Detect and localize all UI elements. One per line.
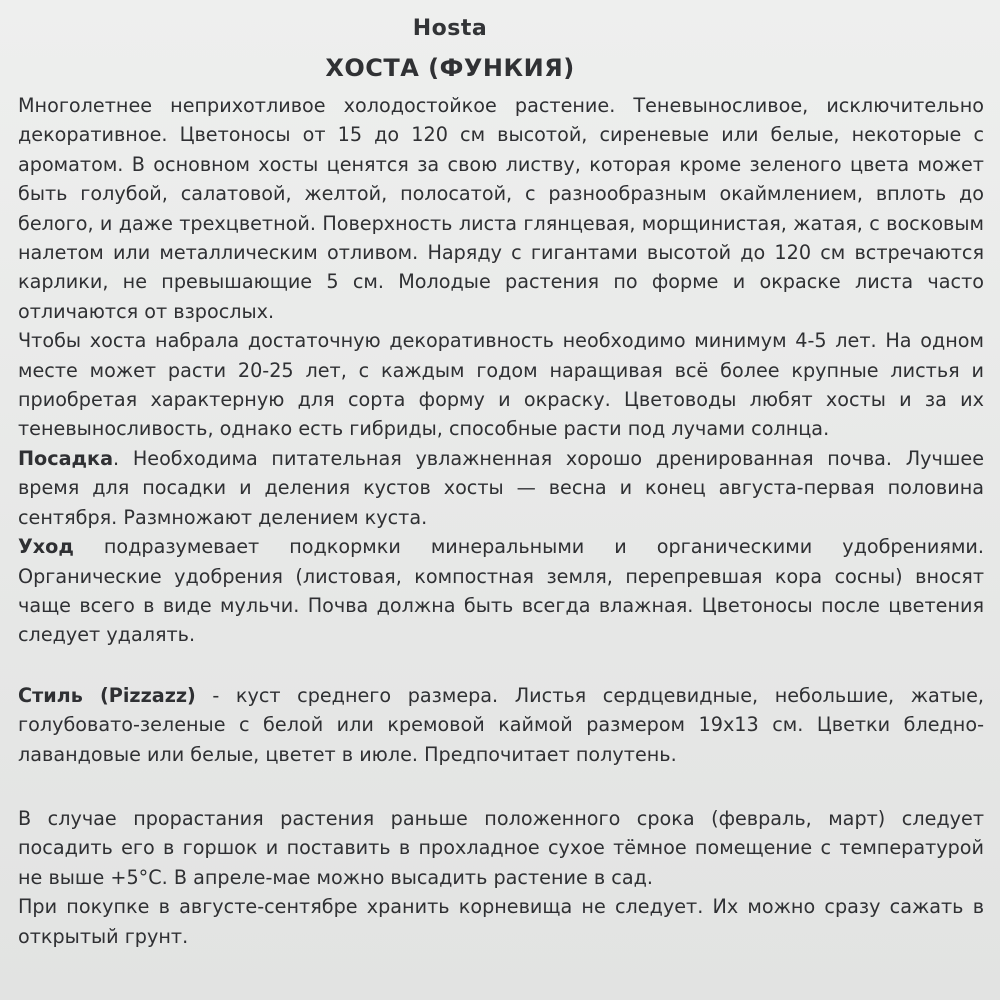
text-block-storage bbox=[18, 804, 984, 951]
care-text: подразумевает подкормки минеральными и органическими удобрениями. Органические удобрения (листовая, компостная земля, перепревшая кора сосны) вносят чаще всего в виде мульчи. Почва должна быть всегда влажная. Цветоносы после цветения следует удалять. bbox=[18, 535, 984, 647]
title-latin: Hosta bbox=[412, 16, 488, 41]
page-title: ХОСТА (ФУНКИЯ) bbox=[325, 54, 575, 82]
planting-text: . Необходима питательная увлажненная хорошо дренированная почва. Лучшее время для посадки и деления кустов хосты — весна и конец августа-первая половина сентября. Размножают делением куста. bbox=[18, 446, 984, 529]
paragraph-intro: Многолетнее неприхотливое холодостойкое растение. Теневыносливое, исключительно декоративное. Цветоносы от 15 до 120 см высотой, сиреневые или белые, некоторые с ароматом. В основном хосты ценятся за свою листву, которая кроме зеленого цвета может быть голубой, салатовой, желтой, полосатой, с разнообразным окаймлением, вплоть до белого, и даже трехцветной. Поверхность листа глянцевая, морщинистая, жатая, с восковым налетом или металлическим отливом. Наряду с гигантами высотой до 120 см встречаются карлики, не превышающие 5 см. Молодые растения по форме и окраске листа часто отличаются от взрослых. bbox=[18, 94, 984, 323]
paragraph-variety bbox=[18, 681, 984, 769]
care-label: Уход bbox=[18, 535, 74, 559]
text-block-variety bbox=[18, 681, 984, 769]
planting-label: Посадка bbox=[18, 446, 114, 470]
paragraph-purchase: При покупке в августе-сентябре хранить корневища не следует. Их можно сразу сажать в открытый грунт. bbox=[18, 895, 984, 948]
variety-text: - куст среднего размера. Листья сердцевидные, небольшие, жатые, голубовато-зеленые с белой или кремовой каймой размером 19х13 см. Цветки бледно-лавандовые или белые, цветет в июле. Предпочитает полутень. bbox=[18, 684, 984, 766]
paragraph-storage: В случае прорастания растения раньше положенного срока (февраль, март) следует посадить его в горшок и поставить в прохладное сухое тёмное помещение с температурой не выше +5°С. В апреле-мае можно высадить растение в сад. bbox=[18, 807, 984, 889]
text-block-main bbox=[18, 91, 984, 650]
paragraph-planting bbox=[18, 444, 984, 532]
paragraph-care bbox=[18, 532, 984, 650]
paragraph-decorativeness: Чтобы хоста набрала достаточную декоративность необходимо минимум 4-5 лет. На одном месте может расти 20-25 лет, с каждым годом наращивая всё более крупные листья и приобретая характерную для сорта форму и окраску. Цветоводы любят хосты и за их теневыносливость, однако есть гибриды, способные расти под лучами солнца. bbox=[18, 329, 984, 441]
variety-label: Стиль (Pizzazz) bbox=[18, 684, 196, 707]
